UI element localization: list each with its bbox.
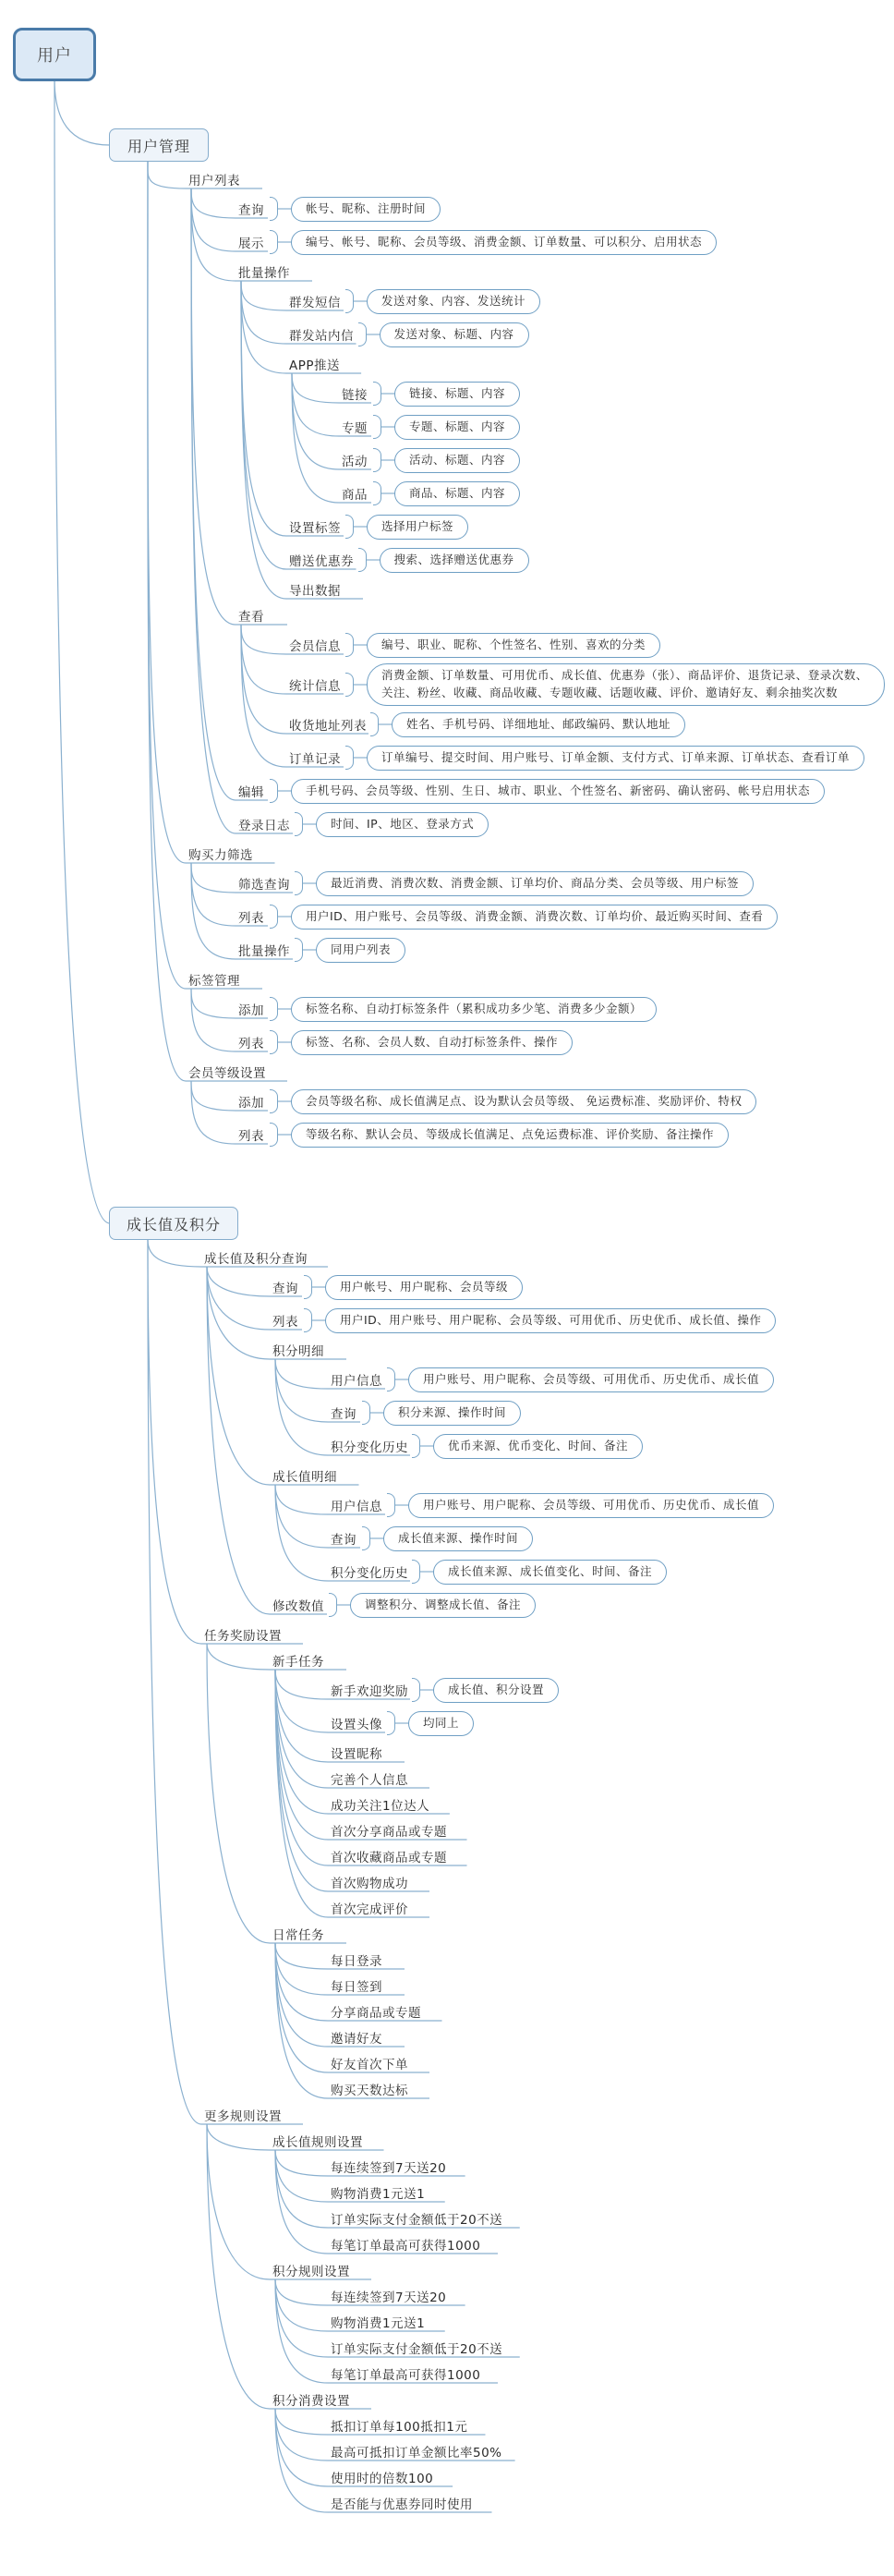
detail-pill[interactable]: 同用户列表 [316, 938, 405, 963]
detail-pill[interactable]: 用户ID、用户账号、会员等级、消费金额、消费次数、订单均价、最近购买时间、查看 [291, 905, 778, 930]
row-label[interactable]: 赠送优惠券 [289, 554, 354, 569]
branch-label[interactable]: 会员等级设置 [188, 1066, 266, 1081]
row-label[interactable]: 订单记录 [289, 752, 341, 767]
branch-label[interactable]: 积分规则设置 [272, 2265, 350, 2279]
row-label[interactable]: 活动 [342, 455, 368, 469]
leaf-label[interactable]: 最高可抵扣订单金额比率50% [331, 2446, 502, 2461]
summary-bracket [304, 1308, 312, 1332]
connector-line [275, 1670, 328, 1732]
branch-label[interactable]: 成长值规则设置 [272, 2135, 363, 2150]
detail-pill[interactable]: 成长值来源、成长值变化、时间、备注 [433, 1560, 667, 1585]
connector-line [207, 1644, 270, 1670]
leaf-label[interactable]: 每日登录 [331, 1954, 382, 1969]
row-label[interactable]: 链接 [342, 388, 368, 403]
summary-bracket [373, 448, 381, 472]
connector-line [191, 188, 236, 218]
connector-line [275, 1943, 328, 1969]
detail-pill[interactable]: 选择用户标签 [367, 515, 468, 540]
row-label[interactable]: 积分变化历史 [331, 1566, 408, 1581]
leaf-label[interactable]: 首次购物成功 [331, 1877, 408, 1891]
detail-pill[interactable]: 编号、帐号、昵称、会员等级、消费金额、订单数量、可以积分、启用状态 [291, 230, 717, 255]
summary-bracket [270, 997, 278, 1021]
leaf-label[interactable]: 完善个人信息 [331, 1773, 408, 1788]
row-label[interactable]: 积分变化历史 [331, 1440, 408, 1455]
connector-line [241, 281, 286, 310]
detail-pill[interactable]: 商品、标题、内容 [394, 481, 520, 506]
branch-label[interactable]: 查看 [238, 610, 264, 625]
connector-line [275, 1485, 328, 1581]
branch-label[interactable]: 标签管理 [188, 974, 240, 989]
row-label[interactable]: 群发站内信 [289, 329, 354, 344]
summary-bracket [270, 1089, 278, 1113]
summary-bracket [362, 1526, 370, 1550]
row-label[interactable]: 列表 [238, 1037, 264, 1051]
detail-pill[interactable]: 用户ID、用户账号、用户昵称、会员等级、可用优币、历史优币、成长值、操作 [325, 1308, 776, 1333]
branch-label[interactable]: 任务奖励设置 [204, 1629, 282, 1644]
connector-line [275, 1670, 328, 1699]
detail-pill[interactable]: 会员等级名称、成长值满足点、设为默认会员等级、 免运费标准、奖励评价、特权 [291, 1089, 756, 1114]
detail-pill[interactable]: 发送对象、内容、发送统计 [367, 289, 540, 314]
row-label[interactable]: 查询 [238, 203, 264, 218]
connector-line [241, 625, 286, 654]
connector-line [148, 1240, 201, 1644]
branch-label[interactable]: 成长值及积分查询 [204, 1252, 308, 1267]
leaf-label[interactable]: 每连续签到7天送20 [331, 2290, 447, 2305]
topic-node[interactable]: 成长值及积分 [109, 1207, 238, 1240]
branch-label[interactable]: 购买力筛选 [188, 848, 253, 863]
detail-pill[interactable]: 搜索、选择赠送优惠券 [380, 548, 529, 573]
detail-pill[interactable]: 优币来源、优币变化、时间、备注 [433, 1434, 643, 1459]
connector-line [148, 1240, 201, 2124]
connector-line [191, 863, 236, 926]
summary-bracket [373, 382, 381, 406]
connector-line [191, 863, 236, 959]
connector-line [148, 162, 186, 989]
row-label[interactable]: 设置标签 [289, 521, 341, 536]
connector-line [275, 1359, 328, 1455]
detail-pill[interactable]: 专题、标题、内容 [394, 415, 520, 440]
summary-bracket [358, 548, 367, 572]
connector-line [191, 989, 236, 1051]
summary-bracket [412, 1434, 420, 1458]
connector-line [275, 2150, 328, 2176]
leaf-label[interactable]: 首次完成评价 [331, 1902, 408, 1917]
detail-pill[interactable]: 消费金额、订单数量、可用优币、成长值、优惠券（张）、商品评价、退货记录、登录次数、关注、粉丝、收藏、商品收藏、专题收藏、话题收藏、评价、邀请好友、剩余抽奖次数 [367, 663, 885, 706]
summary-bracket [295, 812, 303, 836]
leaf-label[interactable]: 使用时的倍数100 [331, 2472, 434, 2486]
connector-line [191, 1081, 236, 1144]
summary-bracket [362, 1401, 370, 1425]
connector-line [241, 625, 286, 734]
leaf-label[interactable]: 首次分享商品或专题 [331, 1825, 447, 1840]
connector-line [275, 2409, 328, 2435]
branch-label[interactable]: 新手任务 [272, 1655, 324, 1670]
connector-line [275, 1485, 328, 1548]
leaf-label[interactable]: 好友首次下单 [331, 2058, 408, 2072]
leaf-label[interactable]: 导出数据 [289, 584, 341, 599]
summary-bracket [295, 871, 303, 895]
row-label[interactable]: 添加 [238, 1003, 264, 1018]
leaf-label[interactable]: 每连续签到7天送20 [331, 2161, 447, 2176]
summary-bracket [270, 905, 278, 929]
summary-bracket [329, 1593, 337, 1617]
row-label[interactable]: 设置头像 [331, 1718, 382, 1732]
summary-bracket [370, 712, 379, 736]
row-label[interactable]: 列表 [272, 1315, 298, 1330]
row-label[interactable]: 统计信息 [289, 679, 341, 694]
leaf-label[interactable]: 订单实际支付金额低于20不送 [331, 2213, 503, 2228]
root-node[interactable]: 用户 [13, 28, 96, 81]
detail-pill[interactable]: 标签名称、自动打标签条件（累积成功多少笔、消费多少金额） [291, 997, 657, 1022]
leaf-label[interactable]: 购物消费1元送1 [331, 2187, 426, 2202]
connector-line [292, 373, 339, 469]
summary-bracket [387, 1367, 395, 1391]
connector-line [148, 162, 186, 1081]
row-label[interactable]: 会员信息 [289, 639, 341, 654]
branch-label[interactable]: 日常任务 [272, 1928, 324, 1943]
connector-line [207, 1267, 270, 1330]
connector-line [191, 188, 236, 251]
summary-bracket [345, 289, 354, 313]
connector-line [275, 1359, 328, 1389]
detail-pill[interactable]: 用户账号、用户昵称、会员等级、可用优币、历史优币、成长值 [408, 1367, 774, 1392]
connector-line [207, 1267, 270, 1296]
branch-label[interactable]: APP推送 [289, 358, 341, 373]
summary-bracket [270, 1030, 278, 1054]
connector-line [191, 863, 236, 893]
detail-pill[interactable]: 用户帐号、用户昵称、会员等级 [325, 1275, 523, 1300]
detail-pill[interactable]: 活动、标题、内容 [394, 448, 520, 473]
leaf-label[interactable]: 是否能与优惠券同时使用 [331, 2497, 473, 2512]
connector-line [275, 1670, 328, 1917]
summary-bracket [270, 1123, 278, 1147]
connector-line [191, 1081, 236, 1111]
leaf-label[interactable]: 设置昵称 [331, 1747, 382, 1762]
row-label[interactable]: 添加 [238, 1096, 264, 1111]
row-label[interactable]: 筛选查询 [238, 878, 290, 893]
summary-bracket [304, 1275, 312, 1299]
leaf-label[interactable]: 抵扣订单每100抵扣1元 [331, 2420, 468, 2435]
detail-pill[interactable]: 链接、标题、内容 [394, 382, 520, 407]
leaf-label[interactable]: 首次收藏商品或专题 [331, 1851, 447, 1865]
connector-line [207, 1644, 270, 1943]
connector-line [241, 281, 286, 569]
connector-line [207, 1267, 270, 1614]
detail-pill[interactable]: 成长值来源、操作时间 [383, 1526, 533, 1551]
detail-pill[interactable]: 时间、IP、地区、登录方式 [316, 812, 489, 837]
connector-line [275, 2279, 328, 2305]
detail-pill[interactable]: 调整积分、调整成长值、备注 [350, 1593, 536, 1618]
connector-line [191, 989, 236, 1018]
summary-bracket [373, 415, 381, 439]
summary-bracket [345, 746, 354, 770]
detail-pill[interactable]: 订单编号、提交时间、用户账号、订单金额、支付方式、订单来源、订单状态、查看订单 [367, 746, 864, 771]
summary-bracket [373, 481, 381, 505]
summary-bracket [387, 1493, 395, 1517]
row-label[interactable]: 列表 [238, 911, 264, 926]
row-label[interactable]: 群发短信 [289, 296, 341, 310]
connector-line [148, 1240, 201, 1267]
detail-pill[interactable]: 等级名称、默认会员、等级成长值满足、点免运费标准、评价奖励、备注操作 [291, 1123, 729, 1148]
row-label[interactable]: 登录日志 [238, 819, 290, 833]
connector-line [207, 2124, 270, 2150]
connector-line [54, 79, 110, 1223]
leaf-label[interactable]: 邀请好友 [331, 2032, 382, 2047]
summary-bracket [345, 633, 354, 657]
row-label[interactable]: 批量操作 [238, 944, 290, 959]
detail-pill[interactable]: 最近消费、消费次数、消费金额、订单均价、商品分类、会员等级、用户标签 [316, 871, 754, 896]
connector-line [292, 373, 339, 403]
row-label[interactable]: 用户信息 [331, 1500, 382, 1514]
connector-line [292, 373, 339, 436]
branch-label[interactable]: 更多规则设置 [204, 2109, 282, 2124]
leaf-label[interactable]: 购买天数达标 [331, 2084, 408, 2098]
summary-bracket [358, 322, 367, 346]
connector-line [207, 2124, 270, 2409]
connector-line [54, 79, 110, 145]
summary-bracket [345, 515, 354, 539]
row-label[interactable]: 展示 [238, 237, 264, 251]
summary-bracket [295, 938, 303, 962]
connector-line [275, 1359, 328, 1422]
summary-bracket [270, 779, 278, 803]
detail-pill[interactable]: 编号、职业、昵称、个性签名、性别、喜欢的分类 [367, 633, 660, 658]
connector-line [207, 1267, 270, 1359]
summary-bracket [412, 1678, 420, 1702]
leaf-label[interactable]: 每笔订单最高可获得1000 [331, 2368, 481, 2383]
row-label[interactable]: 查询 [331, 1533, 356, 1548]
branch-label[interactable]: 批量操作 [238, 266, 290, 281]
connector-line [207, 1267, 270, 1485]
row-label[interactable]: 查询 [331, 1407, 356, 1422]
detail-pill[interactable]: 标签、名称、会员人数、自动打标签条件、操作 [291, 1030, 573, 1055]
summary-bracket [345, 673, 354, 697]
row-label[interactable]: 收货地址列表 [289, 719, 367, 734]
row-label[interactable]: 专题 [342, 421, 368, 436]
detail-pill[interactable]: 积分来源、操作时间 [383, 1401, 521, 1426]
branch-label[interactable]: 积分明细 [272, 1344, 324, 1359]
row-label[interactable]: 列表 [238, 1129, 264, 1144]
detail-pill[interactable]: 成长值、积分设置 [433, 1678, 559, 1703]
row-label[interactable]: 新手欢迎奖励 [331, 1684, 408, 1699]
connector-line [241, 281, 286, 536]
branch-label[interactable]: 成长值明细 [272, 1470, 337, 1485]
connector-line [275, 1485, 328, 1514]
leaf-label[interactable]: 订单实际支付金额低于20不送 [331, 2342, 503, 2357]
topic-node[interactable]: 用户管理 [109, 128, 209, 162]
row-label[interactable]: 编辑 [238, 785, 264, 800]
connector-line [148, 162, 186, 863]
summary-bracket [387, 1711, 395, 1735]
leaf-label[interactable]: 每笔订单最高可获得1000 [331, 2239, 481, 2254]
connector-line [148, 162, 186, 188]
leaf-label[interactable]: 购物消费1元送1 [331, 2316, 426, 2331]
detail-pill[interactable]: 用户账号、用户昵称、会员等级、可用优币、历史优币、成长值 [408, 1493, 774, 1518]
summary-bracket [270, 230, 278, 254]
branch-label[interactable]: 积分消费设置 [272, 2394, 350, 2409]
detail-pill[interactable]: 发送对象、标题、内容 [380, 322, 529, 347]
leaf-label[interactable]: 每日签到 [331, 1980, 382, 1995]
leaf-label[interactable]: 成功关注1位达人 [331, 1799, 430, 1814]
detail-pill[interactable]: 姓名、手机号码、详细地址、邮政编码、默认地址 [392, 712, 685, 737]
connector-line [241, 281, 286, 599]
row-label[interactable]: 用户信息 [331, 1374, 382, 1389]
detail-pill[interactable]: 帐号、昵称、注册时间 [291, 197, 441, 222]
summary-bracket [412, 1560, 420, 1584]
detail-pill[interactable]: 均同上 [408, 1711, 474, 1736]
summary-bracket [270, 197, 278, 221]
connector-line [275, 1943, 328, 2072]
connector-line [191, 188, 236, 625]
row-label[interactable]: 商品 [342, 488, 368, 503]
leaf-label[interactable]: 分享商品或专题 [331, 2006, 421, 2021]
row-label[interactable]: 查询 [272, 1282, 298, 1296]
connector-line [275, 1670, 328, 1814]
detail-pill[interactable]: 手机号码、会员等级、性别、生日、城市、职业、个性签名、新密码、确认密码、帐号启用状态 [291, 779, 825, 804]
row-label[interactable]: 修改数值 [272, 1599, 324, 1614]
connector-line [241, 625, 286, 694]
branch-label[interactable]: 用户列表 [188, 174, 240, 188]
connector-line [241, 281, 286, 344]
connector-line [292, 373, 339, 503]
